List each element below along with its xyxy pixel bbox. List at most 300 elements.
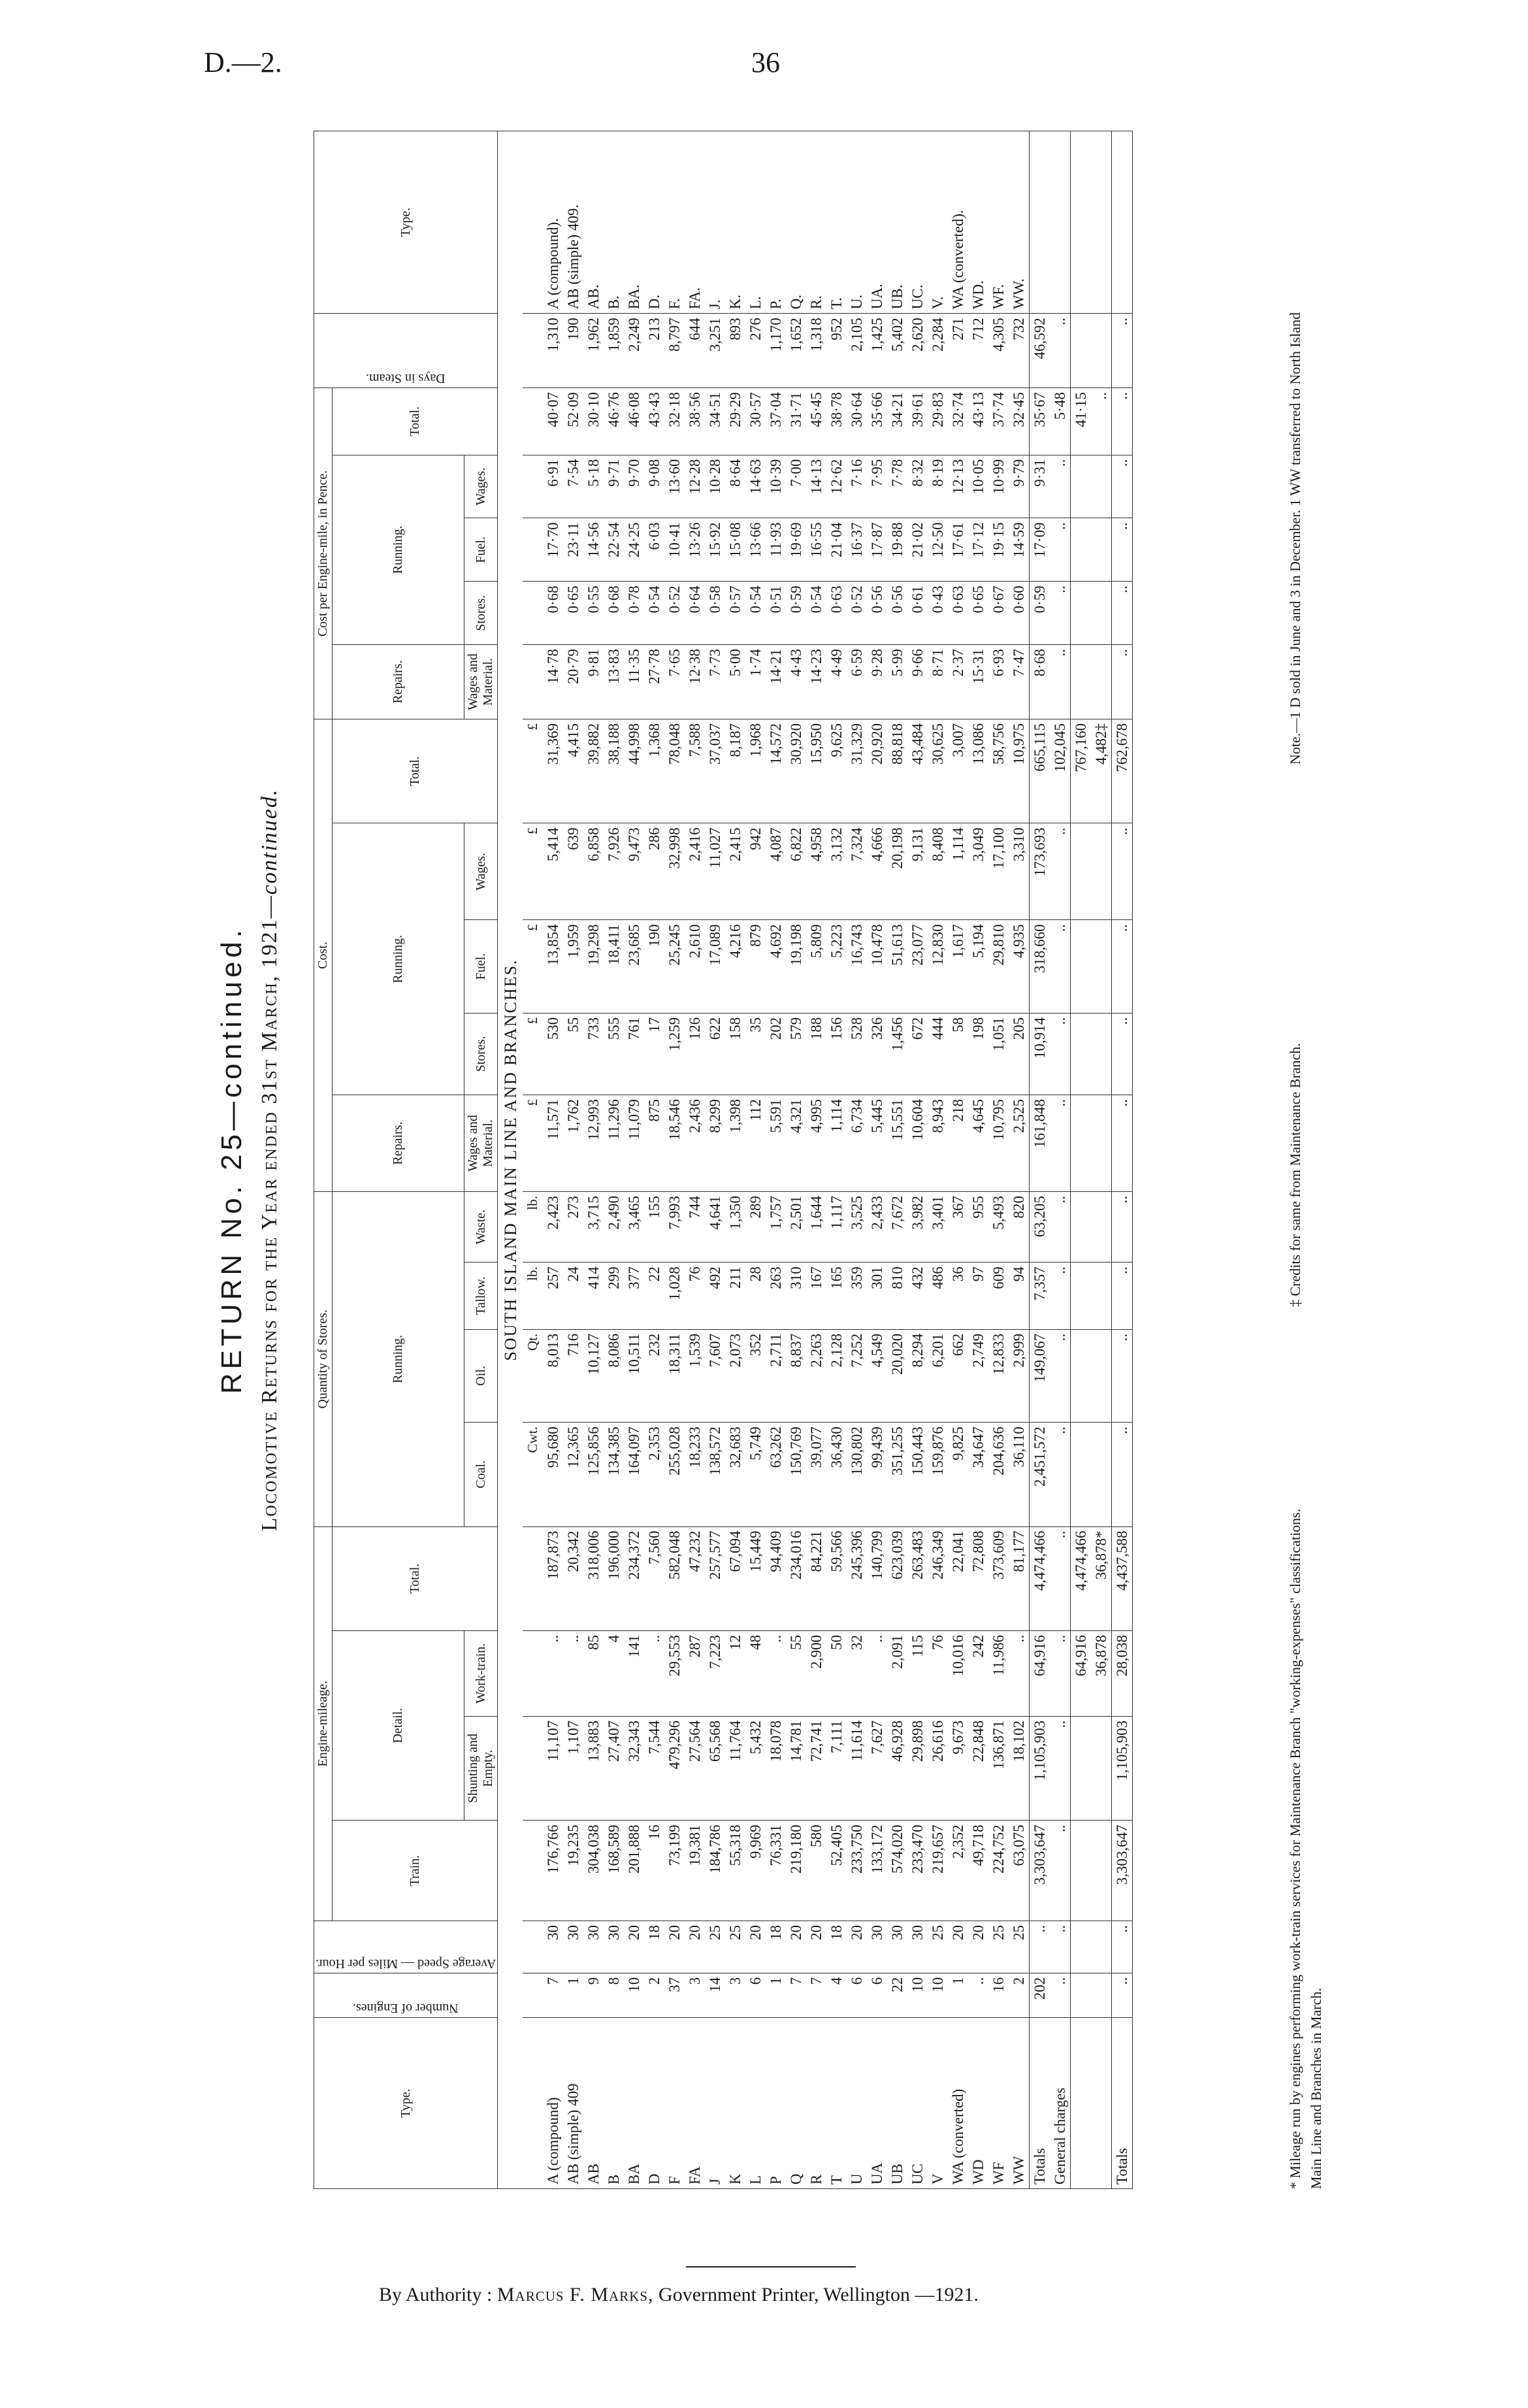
table-cell: 19,198 — [786, 920, 806, 1013]
table-cell: 3,310 — [1009, 823, 1030, 920]
table-cell: 22,848 — [968, 1716, 988, 1820]
table-cell: 0·54 — [806, 582, 826, 645]
table-cell: 10·05 — [968, 455, 988, 518]
table-cell: 12·38 — [685, 645, 705, 719]
table-cell — [1091, 1013, 1112, 1095]
table-cell: .. — [1050, 518, 1071, 582]
table-cell: 211 — [725, 1262, 745, 1329]
table-cell — [1071, 1716, 1092, 1820]
table-row — [543, 131, 563, 2189]
table-cell: R — [806, 2018, 826, 2189]
table-cell: 224,752 — [988, 1821, 1009, 1921]
table-cell — [1071, 314, 1092, 388]
table-cell: 95,680 — [543, 1423, 563, 1526]
table-cell: 17·12 — [968, 518, 988, 582]
table-cell: 63,205 — [1030, 1192, 1050, 1262]
table-cell — [1112, 131, 1133, 314]
table-cell — [1071, 645, 1092, 719]
table-cell: T — [826, 2018, 847, 2189]
table-cell: .. — [1050, 1526, 1071, 1630]
return-subtitle — [257, 131, 282, 2189]
table-cell: 326 — [867, 1013, 887, 1095]
table-cell: 29,553 — [664, 1630, 685, 1716]
table-cell: 744 — [685, 1192, 705, 1262]
table-cell: 13,086 — [968, 719, 988, 823]
table-cell: 0·68 — [604, 582, 624, 645]
table-cell: 5·99 — [887, 645, 907, 719]
table-cell: UB. — [887, 131, 907, 314]
col-oil: Oil. — [464, 1329, 498, 1422]
table-cell: 4,666 — [867, 823, 887, 920]
table-cell: 17·70 — [543, 518, 563, 582]
table-cell: 289 — [745, 1192, 766, 1262]
col-days-in-steam: Days in Steam. — [314, 314, 498, 388]
table-cell: 246,349 — [928, 1526, 948, 1630]
table-row — [806, 131, 826, 2189]
table-cell — [1071, 823, 1092, 920]
table-cell: 15,950 — [806, 719, 826, 823]
table-cell: 2·37 — [948, 645, 968, 719]
table-cell: 5,414 — [543, 823, 563, 920]
table-cell: 20,198 — [887, 823, 907, 920]
table-cell: 20 — [806, 1921, 826, 1973]
table-cell — [1071, 2018, 1092, 2189]
return-title: RETURN No. 25—continued. — [216, 925, 248, 1394]
col-avg-speed: Average Speed — Miles per Hour. — [314, 1921, 498, 1973]
table-cell: 188 — [806, 1013, 826, 1095]
table-cell: 19,298 — [583, 920, 604, 1013]
table-cell: 11,614 — [847, 1716, 867, 1820]
table-cell — [1071, 920, 1092, 1013]
table-cell: 18,546 — [664, 1095, 685, 1192]
table-cell: 7·78 — [887, 455, 907, 518]
table-cell: 8,797 — [664, 314, 685, 388]
table-cell: 219,657 — [928, 1821, 948, 1921]
table-row — [887, 131, 907, 2189]
table-cell: T. — [826, 131, 847, 314]
table-cell: 12,833 — [988, 1329, 1009, 1422]
table-cell: 644 — [685, 314, 705, 388]
table-cell: .. — [1050, 1013, 1071, 1095]
table-cell: 34·21 — [887, 388, 907, 455]
table-row — [725, 131, 745, 2189]
table-cell: 0·65 — [563, 582, 583, 645]
table-cell: 1,456 — [887, 1013, 907, 1095]
table-cell: 20·79 — [563, 645, 583, 719]
table-cell: 712 — [968, 314, 988, 388]
table-cell: 7,252 — [847, 1329, 867, 1422]
table-cell: 2,610 — [685, 920, 705, 1013]
table-cell: 17,100 — [988, 823, 1009, 920]
table-cell: 30,920 — [786, 719, 806, 823]
table-cell: 9·66 — [907, 645, 928, 719]
table-cell: 8,187 — [725, 719, 745, 823]
table-cell: 10 — [624, 1973, 644, 2017]
table-cell: 351,255 — [887, 1423, 907, 1526]
table-cell: 263 — [766, 1262, 786, 1329]
table-cell: 3,132 — [826, 823, 847, 920]
table-cell: .. — [1112, 1262, 1133, 1329]
table-cell: 4,645 — [968, 1095, 988, 1192]
table-cell: .. — [1050, 1192, 1071, 1262]
table-cell: 11,079 — [624, 1095, 644, 1192]
table-cell: BA — [624, 2018, 644, 2189]
table-cell: 609 — [988, 1262, 1009, 1329]
table-cell: 9·70 — [624, 455, 644, 518]
table-cell: 31,329 — [847, 719, 867, 823]
table-cell: 5,445 — [867, 1095, 887, 1192]
table-cell: AB (simple) 409 — [563, 2018, 583, 2189]
table-row — [968, 131, 988, 2189]
table-cell: 10,016 — [948, 1630, 968, 1716]
table-cell: WF. — [988, 131, 1009, 314]
table-cell: 20 — [786, 1921, 806, 1973]
subtotal-row — [1091, 131, 1112, 2189]
table-cell: 29·29 — [725, 388, 745, 455]
table-cell: 184,786 — [705, 1821, 725, 1921]
table-cell: 271 — [948, 314, 968, 388]
table-cell: 6·93 — [988, 645, 1009, 719]
table-cell: 414 — [583, 1262, 604, 1329]
table-cell: 12·50 — [928, 518, 948, 582]
table-cell: 149,067 — [1030, 1329, 1050, 1422]
footnote-work-train: * Mileage run by engines performing work-train services for Maintenance Branch "working-expenses" classifications. — [1287, 1508, 1303, 2189]
table-cell: 580 — [806, 1821, 826, 1921]
table-cell: 820 — [1009, 1192, 1030, 1262]
subtitle-main: Locomotive Returns for the Year ended 31st March, 1921— — [257, 895, 282, 1532]
table-cell: 952 — [826, 314, 847, 388]
table-cell: 373,609 — [988, 1526, 1009, 1630]
table-cell: 11·35 — [624, 645, 644, 719]
table-row — [705, 131, 725, 2189]
col-tallow: Tallow. — [464, 1262, 498, 1329]
table-cell: 140,799 — [867, 1526, 887, 1630]
table-cell: 16 — [644, 1821, 664, 1921]
table-cell: 18,078 — [766, 1716, 786, 1820]
table-cell: 4,692 — [766, 920, 786, 1013]
col-num-engines: Number of Engines. — [314, 1973, 498, 2017]
table-cell: 7·73 — [705, 645, 725, 719]
table-row — [826, 131, 847, 2189]
table-cell: .. — [1050, 1423, 1071, 1526]
table-cell: 6 — [867, 1973, 887, 2017]
table-cell: 0·63 — [826, 582, 847, 645]
table-cell: V — [928, 2018, 948, 2189]
table-cell — [1091, 1423, 1112, 1526]
table-cell: 198 — [968, 1013, 988, 1095]
table-cell: 65,568 — [705, 1716, 725, 1820]
col-cost-per-mile: Cost per Engine-mile, in Pence. — [314, 388, 333, 719]
table-cell: 72,741 — [806, 1716, 826, 1820]
table-cell: 58,756 — [988, 719, 1009, 823]
table-cell: 6,201 — [928, 1329, 948, 1422]
table-cell — [1071, 1262, 1092, 1329]
table-cell: 767,160 — [1071, 719, 1092, 823]
table-cell: 1,959 — [563, 920, 583, 1013]
table-cell: 1 — [948, 1973, 968, 2017]
table-cell: 99,439 — [867, 1423, 887, 1526]
table-cell: WW. — [1009, 131, 1030, 314]
table-cell: 304,038 — [583, 1821, 604, 1921]
table-cell: 9,673 — [948, 1716, 968, 1820]
table-cell: 168,589 — [604, 1821, 624, 1921]
table-cell: 17,089 — [705, 920, 725, 1013]
table-cell: UA. — [867, 131, 887, 314]
table-cell: 85 — [583, 1630, 604, 1716]
table-cell: 17·61 — [948, 518, 968, 582]
table-cell: 893 — [725, 314, 745, 388]
table-cell: 30 — [563, 1921, 583, 1973]
table-cell: 5,432 — [745, 1716, 766, 1820]
table-cell: 72,808 — [968, 1526, 988, 1630]
table-cell: .. — [1112, 823, 1133, 920]
table-cell — [1071, 582, 1092, 645]
table-cell: P. — [766, 131, 786, 314]
table-cell: 25 — [725, 1921, 745, 1973]
table-cell: 232 — [644, 1329, 664, 1422]
table-cell: 22 — [887, 1973, 907, 2017]
table-cell: 12,365 — [563, 1423, 583, 1526]
table-cell: 52,405 — [826, 1821, 847, 1921]
table-cell: 733 — [583, 1013, 604, 1095]
table-cell: 30,625 — [928, 719, 948, 823]
table-cell: 19·69 — [786, 518, 806, 582]
table-cell: 32 — [847, 1630, 867, 1716]
section-heading: SOUTH ISLAND MAIN LINE AND BRANCHES. — [498, 131, 523, 2189]
table-cell: 7,607 — [705, 1329, 725, 1422]
table-cell: 662 — [948, 1329, 968, 1422]
table-row — [948, 131, 968, 2189]
table-cell: 12,993 — [583, 1095, 604, 1192]
table-cell: 31,369 — [543, 719, 563, 823]
table-cell: 2,105 — [847, 314, 867, 388]
table-cell — [1091, 1192, 1112, 1262]
table-cell: 286 — [644, 823, 664, 920]
table-cell: 29,898 — [907, 1716, 928, 1820]
table-cell: 2,353 — [644, 1423, 664, 1526]
table-cell: 40·07 — [543, 388, 563, 455]
table-cell: .. — [563, 1630, 583, 1716]
table-cell: 732 — [1009, 314, 1030, 388]
table-cell: 10 — [928, 1973, 948, 2017]
table-cell: 22,041 — [948, 1526, 968, 1630]
table-cell: .. — [1112, 455, 1133, 518]
table-cell: 23·11 — [563, 518, 583, 582]
table-cell: 67,094 — [725, 1526, 745, 1630]
table-cell: 15·08 — [725, 518, 745, 582]
table-cell: 6·91 — [543, 455, 563, 518]
table-cell: 9,825 — [948, 1423, 968, 1526]
table-cell: 21·02 — [907, 518, 928, 582]
table-cell: 15·92 — [705, 518, 725, 582]
table-cell: 43,484 — [907, 719, 928, 823]
table-cell: 27,564 — [685, 1716, 705, 1820]
table-cell: 64,916 — [1030, 1630, 1050, 1716]
table-cell: 7·00 — [786, 455, 806, 518]
table-cell: 1 — [563, 1973, 583, 2017]
table-cell: 15,449 — [745, 1526, 766, 1630]
table-cell: 14·63 — [745, 455, 766, 518]
final-totals-row — [1112, 131, 1133, 2189]
table-cell: 359 — [847, 1262, 867, 1329]
table-cell: 1,350 — [725, 1192, 745, 1262]
col-fuel: Fuel. — [464, 920, 498, 1013]
imprint-suffix: Government Printer, Wellington —1921. — [658, 2284, 979, 2305]
document-code: D.—2. — [204, 46, 282, 78]
table-cell: 17·87 — [867, 518, 887, 582]
printer-imprint — [379, 2284, 979, 2306]
table-cell: BA. — [624, 131, 644, 314]
table-cell: Q — [786, 2018, 806, 2189]
table-cell: 4·43 — [786, 645, 806, 719]
table-wrapper — [314, 131, 1133, 2189]
table-cell: 310 — [786, 1262, 806, 1329]
table-cell: 45·45 — [806, 388, 826, 455]
table-cell — [1091, 645, 1112, 719]
table-cell: 9·28 — [867, 645, 887, 719]
table-cell: 44,998 — [624, 719, 644, 823]
table-cell: 1,028 — [664, 1262, 685, 1329]
table-cell: .. — [1112, 645, 1133, 719]
table-cell: 5,749 — [745, 1423, 766, 1526]
table-cell: 202 — [1030, 1973, 1050, 2017]
table-row — [766, 131, 786, 2189]
unit-coal: Cwt. — [523, 1423, 543, 1526]
imprint-name: Marcus F. Marks, — [496, 2284, 654, 2305]
table-cell: 4·49 — [826, 645, 847, 719]
table-cell: 24 — [563, 1262, 583, 1329]
table-cell: 0·65 — [968, 582, 988, 645]
table-cell: 218 — [948, 1095, 968, 1192]
table-cell — [1091, 1262, 1112, 1329]
table-cell: 37·74 — [988, 388, 1009, 455]
table-cell: 955 — [968, 1192, 988, 1262]
table-cell: 27,407 — [604, 1716, 624, 1820]
table-cell: 97 — [968, 1262, 988, 1329]
table-cell: 2,525 — [1009, 1095, 1030, 1192]
table-cell: 176,766 — [543, 1821, 563, 1921]
table-cell: 762,678 — [1112, 719, 1133, 823]
table-cell: 2,451,572 — [1030, 1423, 1050, 1526]
table-cell: 5,809 — [806, 920, 826, 1013]
table-cell: 16·55 — [806, 518, 826, 582]
table-cell: 528 — [847, 1013, 867, 1095]
table-cell: 52·09 — [563, 388, 583, 455]
table-cell: 63,262 — [766, 1423, 786, 1526]
table-cell: 219,180 — [786, 1821, 806, 1921]
table-cell: 1,310 — [543, 314, 563, 388]
table-cell — [1091, 1973, 1112, 2017]
table-cell: 43·43 — [644, 388, 664, 455]
table-cell: 30 — [907, 1921, 928, 1973]
col-cpm-running: Running. — [333, 455, 464, 644]
col-engine-mileage: Engine-mileage. — [314, 1526, 333, 1921]
table-cell: 134,385 — [604, 1423, 624, 1526]
table-cell: 7,544 — [644, 1716, 664, 1820]
table-cell: 5·18 — [583, 455, 604, 518]
table-cell: 36,430 — [826, 1423, 847, 1526]
table-cell: 10,511 — [624, 1329, 644, 1422]
table-cell: 622 — [705, 1013, 725, 1095]
table-cell: 6,858 — [583, 823, 604, 920]
table-cell: .. — [1050, 1262, 1071, 1329]
table-cell: 0·78 — [624, 582, 644, 645]
units-row — [523, 131, 543, 2189]
col-total-mileage: Total. — [333, 1526, 498, 1630]
table-cell: 25,245 — [664, 920, 685, 1013]
table-cell: 0·60 — [1009, 582, 1030, 645]
table-cell: 1,114 — [948, 823, 968, 920]
table-cell: .. — [1112, 388, 1133, 455]
table-cell: 1,757 — [766, 1192, 786, 1262]
table-cell: 10 — [907, 1973, 928, 2017]
col-cost-running: Running. — [333, 823, 464, 1095]
table-cell: 8,837 — [786, 1329, 806, 1422]
table-cell: 28 — [745, 1262, 766, 1329]
table-row — [604, 131, 624, 2189]
table-cell — [1071, 1013, 1092, 1095]
col-type: Type. — [314, 2018, 498, 2189]
table-cell: 3,049 — [968, 823, 988, 920]
table-cell — [1091, 1329, 1112, 1422]
table-cell: 125,856 — [583, 1423, 604, 1526]
col-cpm-total: Total. — [333, 388, 498, 455]
table-cell: 18 — [766, 1921, 786, 1973]
table-cell: 4,474,466 — [1071, 1526, 1092, 1630]
table-cell: 7,588 — [685, 719, 705, 823]
table-cell: 46,592 — [1030, 314, 1050, 388]
table-cell: 4,641 — [705, 1192, 725, 1262]
table-cell: 2,091 — [887, 1630, 907, 1716]
table-cell: 173,693 — [1030, 823, 1050, 920]
col-waste: Waste. — [464, 1192, 498, 1262]
table-cell: 0·57 — [725, 582, 745, 645]
table-cell: 94 — [1009, 1262, 1030, 1329]
table-cell: U. — [847, 131, 867, 314]
table-cell: 530 — [543, 1013, 563, 1095]
table-cell: 13·60 — [664, 455, 685, 518]
table-cell: 942 — [745, 823, 766, 920]
table-cell: 35 — [745, 1013, 766, 1095]
table-cell — [1091, 518, 1112, 582]
table-cell: 9·71 — [604, 455, 624, 518]
table-cell: 14·78 — [543, 645, 563, 719]
table-cell: 14,781 — [786, 1716, 806, 1820]
table-cell: 11·93 — [766, 518, 786, 582]
table-cell: 29,810 — [988, 920, 1009, 1013]
table-cell — [1091, 314, 1112, 388]
table-cell: 8·68 — [1030, 645, 1050, 719]
table-cell: 164,097 — [624, 1423, 644, 1526]
table-cell: 213 — [644, 314, 664, 388]
subtotal-row — [1071, 131, 1092, 2189]
table-cell: 0·55 — [583, 582, 604, 645]
table-cell: 1,644 — [806, 1192, 826, 1262]
table-row — [644, 131, 664, 2189]
table-cell: 11,571 — [543, 1095, 563, 1192]
table-row — [583, 131, 604, 2189]
table-cell: 1,105,903 — [1112, 1716, 1133, 1820]
table-cell: 30 — [604, 1921, 624, 1973]
table-cell: 5·48 — [1050, 388, 1071, 455]
table-cell: 150,443 — [907, 1423, 928, 1526]
table-cell: 30·64 — [847, 388, 867, 455]
table-cell: 37·04 — [766, 388, 786, 455]
table-cell: 30 — [583, 1921, 604, 1973]
table-cell: 10,975 — [1009, 719, 1030, 823]
table-cell: 190 — [563, 314, 583, 388]
table-cell: 479,296 — [664, 1716, 685, 1820]
